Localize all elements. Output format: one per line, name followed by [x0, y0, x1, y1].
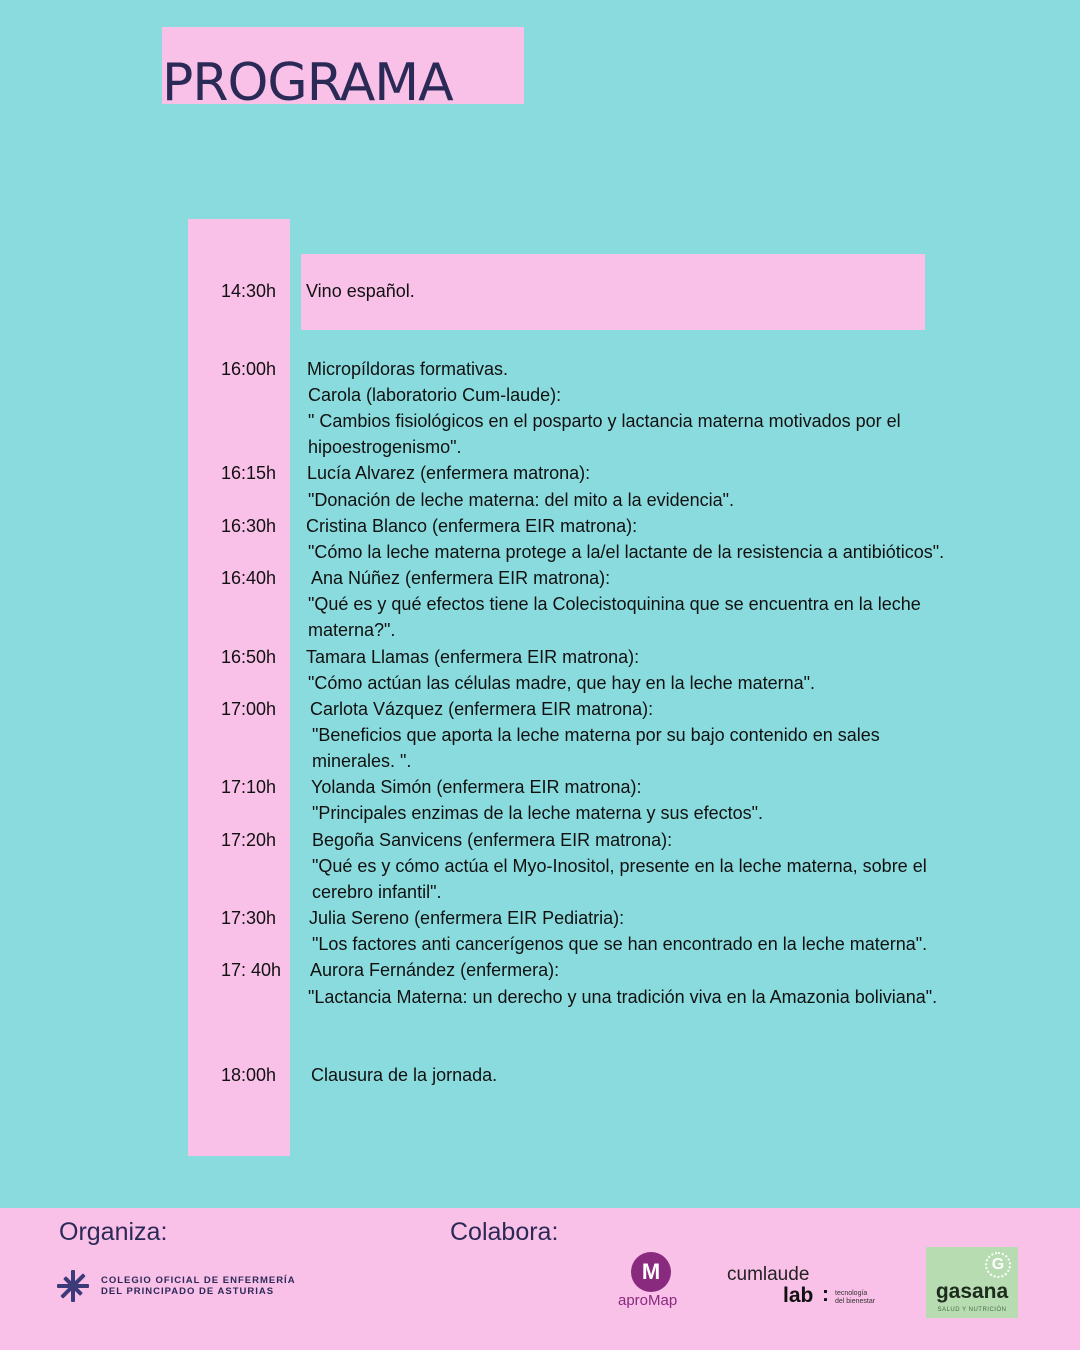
gasana-logo	[926, 1247, 1018, 1318]
title-box	[162, 27, 524, 113]
time-1730: 17:30h	[221, 908, 277, 928]
time-1740: 17: 40h	[221, 960, 282, 980]
item-talk: "Beneficios que aporta la leche materna por su bajo contenido en sales	[312, 725, 880, 745]
item-talk: "Cómo actúan las células madre, que hay en la leche materna".	[308, 673, 816, 693]
time-1630: 16:30h	[221, 516, 277, 536]
organizer-logo	[55, 1268, 315, 1304]
item-speaker: Aurora Fernández (enfermera):	[310, 960, 560, 980]
gasana-tag: SALUD Y NUTRICIÓN	[937, 1307, 1007, 1313]
time-1650: 16:50h	[221, 647, 277, 667]
item-reception: Vino español.	[306, 281, 415, 301]
cumlaude-logo	[727, 1264, 897, 1314]
item-closing: Clausura de la jornada.	[311, 1065, 498, 1085]
item-talk-cont: cerebro infantil".	[312, 882, 442, 902]
item-speaker: Cristina Blanco (enfermera EIR matrona):	[306, 516, 638, 536]
apromap-logo	[612, 1250, 692, 1312]
item-speaker: Carola (laboratorio Cum-laude):	[308, 385, 562, 405]
item-talk: "Qué es y cómo actúa el Myo-Inositol, presente en la leche materna, sobre el	[312, 856, 927, 876]
item-talk: " Cambios fisiológicos en el posparto y lactancia materna motivados por el	[308, 411, 901, 431]
apromap-name: aproMap	[618, 1292, 678, 1309]
cumlaude-colon: :	[822, 1283, 829, 1306]
item-talk: "Donación de leche materna: del mito a la evidencia".	[308, 490, 735, 510]
time-1700: 17:00h	[221, 699, 277, 719]
item-speaker: Yolanda Simón (enfermera EIR matrona):	[311, 777, 642, 797]
time-1640: 16:40h	[221, 568, 277, 588]
cumlaude-name: cumlaude	[727, 1264, 810, 1285]
apromap-mark: M	[631, 1252, 671, 1292]
item-speaker: Carlota Vázquez (enfermera EIR matrona):	[310, 699, 654, 719]
gasana-mark: G	[985, 1252, 1011, 1278]
cumlaude-lab: lab	[783, 1284, 814, 1307]
item-talk: "Principales enzimas de la leche materna y sus efectos".	[312, 803, 763, 823]
cumlaude-tag1: tecnología	[835, 1290, 868, 1297]
page-title: PROGRAMA	[162, 53, 453, 113]
item-talk: "Cómo la leche materna protege a la/el lactante de la resistencia a antibióticos".	[308, 542, 945, 562]
item-talk: "Lactancia Materna: un derecho y una tradición viva en la Amazonia boliviana".	[308, 987, 938, 1007]
gasana-name: gasana	[935, 1280, 1009, 1303]
time-1430: 14:30h	[221, 281, 277, 301]
time-1600: 16:00h	[221, 359, 277, 379]
item-heading: Micropíldoras formativas.	[307, 359, 509, 379]
item-talk: "Qué es y qué efectos tiene la Colecistoquinina que se encuentra en la leche	[308, 594, 921, 614]
time-1615: 16:15h	[221, 463, 277, 483]
organiza-label: Organiza:	[59, 1218, 168, 1246]
item-talk-cont: hipoestrogenismo".	[308, 437, 462, 457]
time-1710: 17:10h	[221, 777, 277, 797]
colabora-label: Colabora:	[450, 1218, 559, 1246]
time-1720: 17:20h	[221, 830, 277, 850]
item-talk-cont: minerales. ".	[312, 751, 412, 771]
item-speaker: Tamara Llamas (enfermera EIR matrona):	[306, 647, 640, 667]
cumlaude-tag2: del bienestar	[835, 1298, 876, 1305]
snowflake-cross-icon	[55, 1268, 91, 1304]
item-speaker: Begoña Sanvicens (enfermera EIR matrona):	[312, 830, 673, 850]
item-speaker: Ana Núñez (enfermera EIR matrona):	[311, 568, 611, 588]
organizer-name-line2: DEL PRINCIPADO DE ASTURIAS	[101, 1286, 275, 1297]
organizer-name-line1: COLEGIO OFICIAL DE ENFERMERÍA	[101, 1275, 296, 1286]
time-1800: 18:00h	[221, 1065, 277, 1085]
item-speaker: Lucía Alvarez (enfermera matrona):	[307, 463, 591, 483]
item-speaker: Julia Sereno (enfermera EIR Pediatria):	[309, 908, 625, 928]
item-talk: "Los factores anti cancerígenos que se han encontrado en la leche materna".	[312, 934, 928, 954]
item-talk-cont: materna?".	[308, 620, 396, 640]
